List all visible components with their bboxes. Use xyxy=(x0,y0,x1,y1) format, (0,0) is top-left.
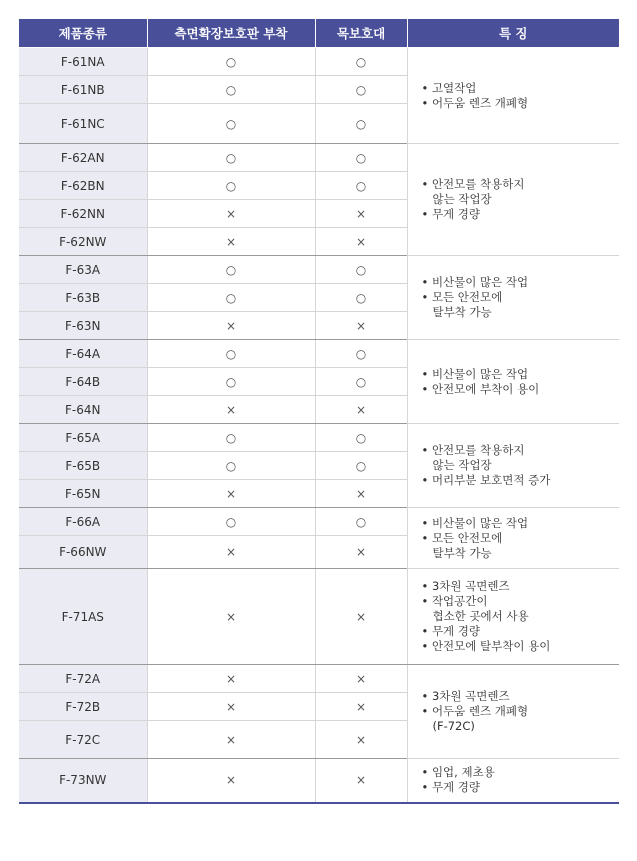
feature-line: • 머리부분 보호면적 증가 xyxy=(421,473,551,487)
neck-guard-cell: ○ xyxy=(315,452,407,480)
features-cell xyxy=(407,340,619,424)
table-row xyxy=(19,759,619,803)
feature-line: • 안전모에 탈부착이 용이 xyxy=(421,639,551,653)
side-shield-cell: × xyxy=(147,536,315,569)
feature-line: • 비산물이 많은 작업 xyxy=(421,275,529,289)
model-cell: F-61NA xyxy=(19,48,147,76)
feature-line: (F-72C) xyxy=(421,719,475,733)
neck-guard-cell: ○ xyxy=(315,76,407,104)
feature-line: 탈부착 가능 xyxy=(421,305,492,319)
model-cell: F-65A xyxy=(19,424,147,452)
neck-guard-cell: × xyxy=(315,200,407,228)
features-cell xyxy=(407,144,619,256)
features-cell xyxy=(407,665,619,759)
side-shield-cell: ○ xyxy=(147,340,315,368)
side-shield-cell: × xyxy=(147,312,315,340)
side-shield-cell: × xyxy=(147,480,315,508)
side-shield-cell: × xyxy=(147,721,315,759)
neck-guard-cell: ○ xyxy=(315,368,407,396)
feature-line: • 3차원 곡면렌즈 xyxy=(421,689,510,703)
side-shield-cell: ○ xyxy=(147,284,315,312)
side-shield-cell: × xyxy=(147,665,315,693)
feature-line: • 어두움 렌즈 개폐형 xyxy=(421,704,529,718)
side-shield-cell: × xyxy=(147,759,315,803)
neck-guard-cell: × xyxy=(315,721,407,759)
side-shield-cell: × xyxy=(147,200,315,228)
model-cell: F-66NW xyxy=(19,536,147,569)
model-cell: F-64A xyxy=(19,340,147,368)
model-cell: F-64B xyxy=(19,368,147,396)
model-cell: F-71AS xyxy=(19,569,147,665)
table-row xyxy=(19,48,619,76)
features-cell xyxy=(407,256,619,340)
model-cell: F-65B xyxy=(19,452,147,480)
feature-line: • 모든 안전모에 xyxy=(421,290,503,304)
neck-guard-cell: × xyxy=(315,480,407,508)
features-cell xyxy=(407,508,619,569)
neck-guard-cell: ○ xyxy=(315,104,407,144)
model-cell: F-72B xyxy=(19,693,147,721)
header-features: 특 징 xyxy=(407,19,619,48)
header-side-shield: 측면확장보호판 부착 xyxy=(147,19,315,48)
product-comparison-table xyxy=(19,19,619,804)
model-cell: F-62NW xyxy=(19,228,147,256)
side-shield-cell: ○ xyxy=(147,144,315,172)
model-cell: F-62BN xyxy=(19,172,147,200)
model-cell: F-64N xyxy=(19,396,147,424)
model-cell: F-63A xyxy=(19,256,147,284)
side-shield-cell: ○ xyxy=(147,76,315,104)
side-shield-cell: ○ xyxy=(147,368,315,396)
model-cell: F-61NC xyxy=(19,104,147,144)
table-row xyxy=(19,665,619,693)
feature-line: • 어두움 렌즈 개폐형 xyxy=(421,95,529,110)
header-row xyxy=(19,19,619,48)
feature-line: • 작업공간이 xyxy=(421,594,488,608)
table-row xyxy=(19,424,619,452)
model-cell: F-63N xyxy=(19,312,147,340)
feature-line: • 모든 안전모에 xyxy=(421,530,503,545)
table-row xyxy=(19,508,619,536)
model-cell: F-62AN xyxy=(19,144,147,172)
side-shield-cell: ○ xyxy=(147,256,315,284)
table-row xyxy=(19,256,619,284)
model-cell: F-66A xyxy=(19,508,147,536)
feature-line: • 안전모를 착용하지 xyxy=(421,443,525,457)
table-row xyxy=(19,569,619,665)
neck-guard-cell: ○ xyxy=(315,172,407,200)
neck-guard-cell: × xyxy=(315,536,407,569)
feature-line: 탈부착 가능 xyxy=(421,545,492,560)
feature-line: • 비산물이 많은 작업 xyxy=(421,515,529,530)
neck-guard-cell: × xyxy=(315,693,407,721)
side-shield-cell: × xyxy=(147,228,315,256)
feature-line: • 고열작업 xyxy=(421,80,477,95)
model-cell: F-72A xyxy=(19,665,147,693)
neck-guard-cell: × xyxy=(315,228,407,256)
feature-line: • 안전모를 착용하지 xyxy=(421,177,525,191)
neck-guard-cell: × xyxy=(315,759,407,803)
table-row xyxy=(19,144,619,172)
feature-line: • 무게 경량 xyxy=(421,207,481,221)
feature-line: • 안전모에 부착이 용이 xyxy=(421,381,540,396)
model-cell: F-62NN xyxy=(19,200,147,228)
table-body xyxy=(19,48,619,803)
features-cell xyxy=(407,424,619,508)
table-row xyxy=(19,340,619,368)
side-shield-cell: ○ xyxy=(147,452,315,480)
feature-line: 않는 작업장 xyxy=(421,192,492,206)
side-shield-cell: ○ xyxy=(147,508,315,536)
features-cell xyxy=(407,759,619,803)
feature-line: • 무게 경량 xyxy=(421,624,481,638)
side-shield-cell: ○ xyxy=(147,172,315,200)
feature-line: 협소한 곳에서 사용 xyxy=(421,609,529,623)
model-cell: F-73NW xyxy=(19,759,147,803)
neck-guard-cell: × xyxy=(315,312,407,340)
feature-line: • 무게 경량 xyxy=(421,780,481,795)
neck-guard-cell: × xyxy=(315,569,407,665)
side-shield-cell: × xyxy=(147,693,315,721)
neck-guard-cell: ○ xyxy=(315,48,407,76)
header-neck-guard: 목보호대 xyxy=(315,19,407,48)
model-cell: F-65N xyxy=(19,480,147,508)
side-shield-cell: ○ xyxy=(147,424,315,452)
neck-guard-cell: ○ xyxy=(315,256,407,284)
neck-guard-cell: ○ xyxy=(315,424,407,452)
neck-guard-cell: ○ xyxy=(315,340,407,368)
features-cell xyxy=(407,48,619,144)
neck-guard-cell: × xyxy=(315,396,407,424)
side-shield-cell: × xyxy=(147,396,315,424)
neck-guard-cell: ○ xyxy=(315,508,407,536)
feature-line: • 3차원 곡면렌즈 xyxy=(421,579,510,593)
feature-line: 않는 작업장 xyxy=(421,458,492,472)
header-product-type: 제품종류 xyxy=(19,19,147,48)
side-shield-cell: ○ xyxy=(147,104,315,144)
feature-line: • 비산물이 많은 작업 xyxy=(421,366,529,381)
model-cell: F-61NB xyxy=(19,76,147,104)
neck-guard-cell: × xyxy=(315,665,407,693)
feature-line: • 임업, 제초용 xyxy=(421,765,495,780)
side-shield-cell: ○ xyxy=(147,48,315,76)
model-cell: F-63B xyxy=(19,284,147,312)
neck-guard-cell: ○ xyxy=(315,284,407,312)
model-cell: F-72C xyxy=(19,721,147,759)
neck-guard-cell: ○ xyxy=(315,144,407,172)
side-shield-cell: × xyxy=(147,569,315,665)
features-cell xyxy=(407,569,619,665)
